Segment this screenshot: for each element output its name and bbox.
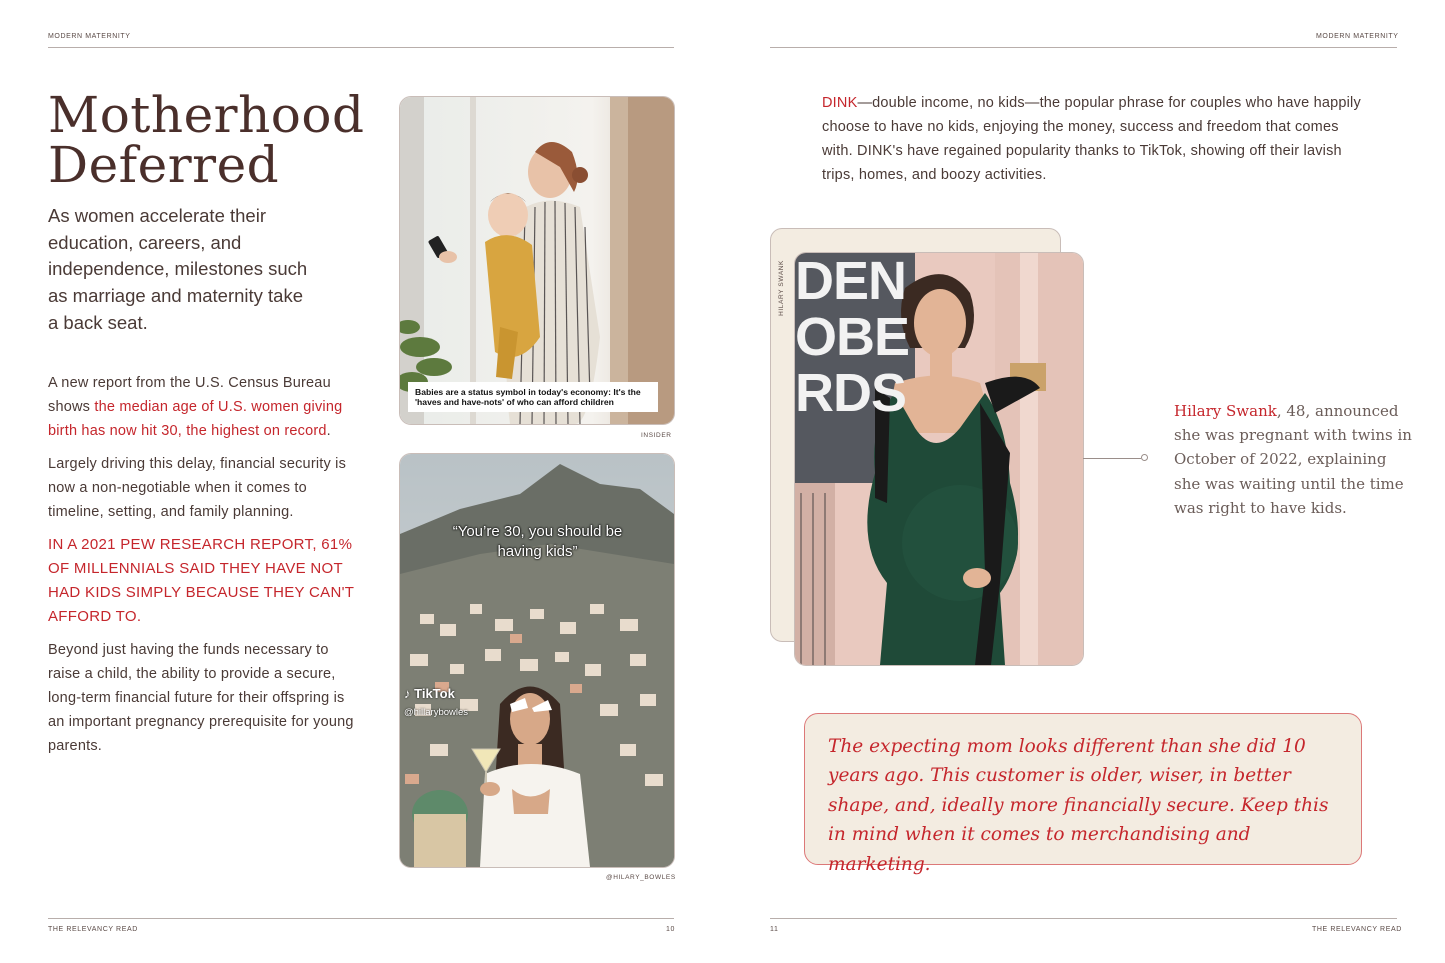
body-paragraph-1 [48,371,366,443]
photo1-caption: Babies are a status symbol in today's economy: It's the 'haves and have-nots' of who can afford children [415,387,641,407]
footer-rule-left [48,918,674,919]
para1-end: . [326,423,331,439]
backdrop-lettering: DEN OBE RDS [795,252,910,423]
footer-rule-right [770,918,1397,919]
tiktok-handle: @hillarybowles [404,707,469,718]
deck-text: As women accelerate their education, careers, and independence, milestones such as marriage and maternity take a back seat. [48,205,308,333]
photo1-credit: INSIDER [641,432,672,439]
swank-text: , 48, announced she was pregnant with twins in October of 2022, explaining she was waiting until the time was right to have kids. [1174,402,1412,517]
footer-right: THE RELEVANCY READ [1312,926,1402,933]
title-line-1: Motherhood [48,86,365,144]
dink-text: —double income, no kids—the popular phrase for couples who have happily choose to have no kids, enjoying the money, success and freedom that comes with. DINK's have regained popularity thanks to TikTok, showing off their lavish trips, homes, and boozy activities. [822,95,1361,183]
body-paragraph-3: Beyond just having the funds necessary to raise a child, the ability to provide a secure, long-term financial future for their offspring is an important pregnancy prerequisite for young parents. [48,642,354,754]
photo-mother-baby-illustration [400,97,674,424]
title-line-2: Deferred [48,136,280,194]
dink-term: DINK [822,95,858,111]
pull-quote: The expecting mom looks different than she did 10 years ago. This customer is older, wiser, in better shape, and, ideally more financially secure. Keep this in mind when it comes to merchandising and marketing. [828,736,1329,875]
photo-tiktok-illustration [400,454,674,867]
page-number-right: 11 [770,926,779,933]
page-number-left: 10 [666,926,675,933]
photo-tiktok-positano [399,453,675,868]
tiktok-icon: ♪ [404,686,411,701]
swank-photo-credit: HILARY SWANK [778,260,785,316]
tiktok-logo [404,686,455,701]
footer-left: THE RELEVANCY READ [48,926,138,933]
connector-dot [1141,454,1148,461]
header-rule-right [770,47,1397,48]
connector-line [1083,458,1141,459]
para1-start: A new report from the U.S. Census Bureau shows [48,375,331,415]
page-title [48,86,388,194]
tiktok-overlay-text: “You’re 30, you should be having kids” [452,523,623,560]
dink-paragraph [822,91,1362,187]
photo2-credit: @HILARY_BOWLES [606,874,676,881]
running-head-left: MODERN MATERNITY [48,33,131,40]
swank-name: Hilary Swank [1174,402,1277,420]
running-head-right: MODERN MATERNITY [1316,33,1399,40]
photo-hilary-swank [794,252,1084,666]
photo-mother-baby [399,96,675,425]
para1-highlight: the median age of U.S. women giving birth has now hit 30, the highest on record [48,399,343,439]
swank-callout [1174,399,1414,520]
body-paragraph-2: Largely driving this delay, financial security is now a non-negotiable when it comes to timeline, setting, and family planning. [48,456,347,520]
header-rule-left [48,47,674,48]
tiktok-label: TikTok [414,686,455,701]
pull-stat: IN A 2021 PEW RESEARCH REPORT, 61% OF MILLENNIALS SAID THEY HAVE NOT HAD KIDS SIMPLY BECAUSE THEY CAN'T AFFORD TO. [48,536,354,625]
